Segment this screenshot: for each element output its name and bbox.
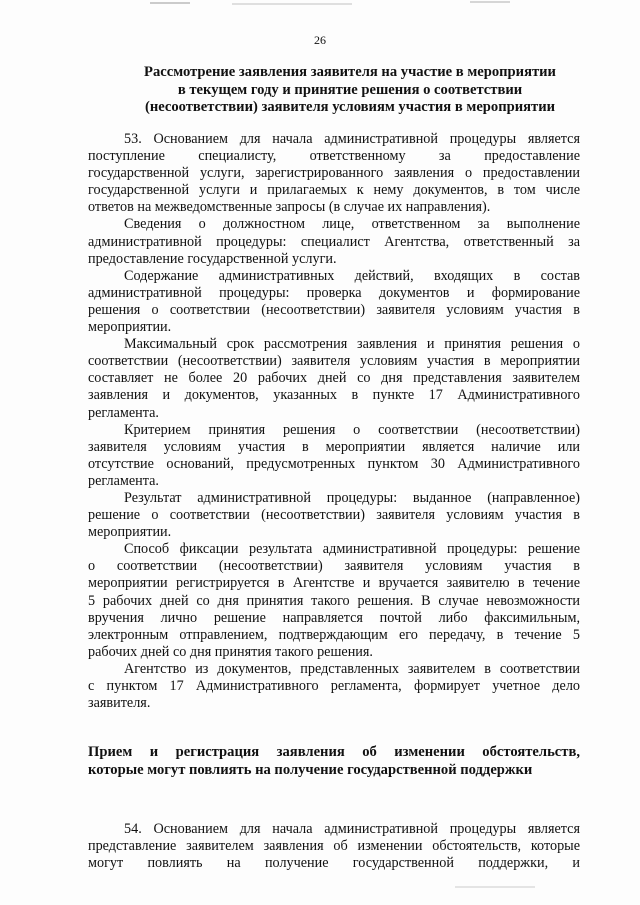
text-line: Максимальный срок рассмотрения заявления и принятия решения о: [124, 336, 580, 353]
text-line: могут повлиять на получение государственной поддержки, и: [88, 855, 580, 872]
section-title: [88, 744, 580, 779]
text-line: мероприятии регистрируется в Агентстве и вручается заявителю в течение: [88, 575, 580, 592]
paragraph: [88, 661, 580, 712]
scan-artifact: [232, 3, 352, 5]
text-line: Критерием принятия решения о соответствии (несоответствии): [124, 421, 580, 438]
text-line: государственной услуги, зарегистрированного заявления о предоставлении: [88, 165, 580, 182]
text-line: решения о соответствии (несоответствии) заявителя условиям участия в: [88, 301, 580, 318]
paragraph: [88, 422, 580, 490]
text-line: отсутствие оснований, предусмотренных пунктом 30 Административного: [88, 455, 580, 472]
text-line: о соответствии (несоответствии) заявителя условиям участия в: [88, 558, 580, 575]
section-body: [88, 131, 580, 712]
paragraph: [88, 268, 580, 336]
text-line: заявителя условиям участия в мероприятии является наличие или: [88, 438, 580, 455]
text-line: заявления и документов, указанных в пункте 17 Административного: [88, 387, 580, 404]
text-line: 5 рабочих дней со дня принятия такого решения. В случае невозможности: [88, 592, 580, 609]
text-line: вручения лично решение направляется почтой либо факсимильным,: [88, 609, 580, 626]
section-body: [88, 821, 580, 872]
text-line: регламента.: [88, 472, 159, 489]
section-title-line: Прием и регистрация заявления об изменении обстоятельств,: [88, 744, 580, 760]
text-line: Результат административной процедуры: выданное (направленное): [124, 489, 580, 506]
text-line: представление заявителем заявления об изменении обстоятельств, которые: [88, 838, 580, 855]
paragraph: [88, 541, 580, 661]
text-line: Способ фиксации результата административной процедуры: решение: [124, 541, 580, 558]
paragraph: [88, 216, 580, 267]
section-title-line: в текущем году и принятие решения о соответствии: [177, 81, 523, 98]
text-line: рабочих дней со дня принятия такого решения.: [88, 643, 373, 660]
scan-artifact: [150, 2, 190, 4]
text-line: мероприятии.: [88, 319, 172, 336]
text-line: ответов на межведомственные запросы (в случае их направления).: [88, 199, 491, 216]
text-line: 54. Основанием для начала административной процедуры является: [124, 821, 580, 837]
text-line: регламента.: [88, 404, 159, 421]
text-line: государственной услуги и прилагаемых к нему документов, в том числе: [88, 182, 580, 199]
text-line: поступление специалисту, ответственному за предоставление: [88, 148, 580, 165]
text-line: Содержание административных действий, входящих в состав: [124, 267, 580, 284]
text-line: административной процедуры: проверка документов и формирование: [88, 284, 580, 301]
scan-artifact: [470, 1, 510, 3]
text-line: 53. Основанием для начала административной процедуры является: [124, 131, 580, 147]
text-line: решение о соответствии (несоответствии) заявителя условиям участия в: [88, 507, 580, 524]
text-line: предоставление государственной услуги.: [88, 250, 337, 267]
text-line: Агентство из документов, представленных заявителем в соответствии: [124, 660, 580, 677]
text-line: заявителя.: [88, 695, 151, 712]
paragraph: [88, 490, 580, 541]
paragraph-54: [88, 821, 580, 872]
text-line: Сведения о должностном лице, ответственном за выполнение: [124, 216, 580, 233]
section-title: [100, 64, 600, 117]
section-title-line: (несоответствии) заявителя условиям участия в мероприятии: [144, 99, 556, 115]
paragraph-53: [88, 131, 580, 216]
section-title-line: которые могут повлиять на получение государственной поддержки: [88, 761, 533, 778]
text-line: с пунктом 17 Административного регламента, формирует учетное дело: [88, 678, 580, 694]
page-number: 26: [314, 33, 326, 47]
text-line: соответствии (несоответствии) заявителя условиям участия в мероприятии: [88, 353, 580, 370]
section-title-line: Рассмотрение заявления заявителя на участие в мероприятии: [144, 64, 556, 80]
text-line: мероприятии.: [88, 524, 172, 541]
scan-artifact: [455, 886, 535, 888]
text-line: административной процедуры: специалист Агентства, ответственный за: [88, 233, 580, 250]
text-line: составляет не более 20 рабочих дней со дня представления заявителем: [88, 370, 580, 387]
text-line: электронным отправлением, подтверждающим его передачу, в течение 5: [88, 626, 580, 643]
paragraph: [88, 336, 580, 421]
